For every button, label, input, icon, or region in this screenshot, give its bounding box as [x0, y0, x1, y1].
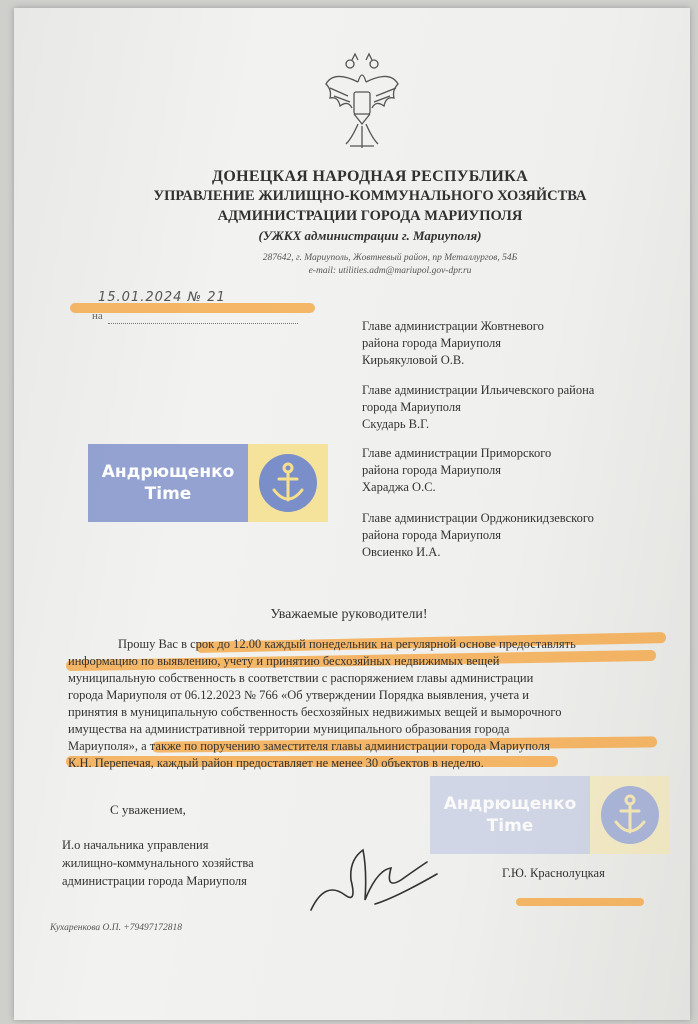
addressee-zhovtnevy	[362, 318, 662, 369]
administration-name: АДМИНИСТРАЦИИ ГОРОДА МАРИУПОЛЯ	[217, 208, 523, 224]
salutation: Уважаемые руководители!	[270, 607, 428, 622]
watermark-line: Time	[486, 816, 534, 836]
addressee-line: города Мариуполя	[362, 400, 461, 414]
anchor-icon	[599, 784, 661, 846]
addressee-line: Хараджа О.С.	[362, 480, 436, 494]
addressee-line: Скударь В.Г.	[362, 417, 430, 431]
executor-contact: Кухаренкова О.П. +79497172818	[50, 923, 183, 933]
addressee-ilyichevsky	[362, 382, 662, 433]
watermark-logo	[430, 776, 670, 854]
body-line: города Мариуполя от 06.12.2023 № 766 «Об утверждении Порядка выявления, учета и	[68, 688, 529, 702]
addressee-ordzhonikidzevsky	[362, 510, 662, 561]
closing-regards: С уважением,	[110, 802, 186, 817]
coat-of-arms-emblem	[322, 52, 402, 152]
addressee-line: района города Мариуполя	[362, 463, 501, 477]
addressee-line: Кирьякуловой О.В.	[362, 353, 465, 367]
signer-position-line: И.о начальника управления	[62, 838, 209, 852]
department-abbreviation: (УЖКХ администрации г. Мариуполя)	[258, 228, 482, 243]
addressee-line: Овсиенко И.А.	[362, 545, 441, 559]
handwritten-signature	[305, 840, 445, 920]
addressee-line: района города Мариуполя	[362, 528, 501, 542]
body-line: Мариуполя», а также по поручению заместителя главы администрации города Мариуполя	[68, 739, 550, 753]
postal-address: 287642, г. Мариуполь, Жовтневый район, пр Металлургов, 54Б	[262, 253, 518, 263]
date-and-number: 15.01.2024 № 21	[98, 290, 226, 305]
addressee-line: Главе администрации Жовтневого	[362, 319, 544, 333]
watermark-text	[430, 776, 590, 854]
body-line: принятия в муниципальную собственность бесхозяйных недвижимых вещей и выморочного	[68, 705, 562, 719]
department-name: УПРАВЛЕНИЕ ЖИЛИЩНО-КОММУНАЛЬНОГО ХОЗЯЙСТВА	[153, 188, 587, 204]
highlight-signer	[516, 898, 644, 906]
addressee-line: Главе администрации Ильичевского района	[362, 383, 595, 397]
watermark-text	[88, 444, 248, 522]
addressee-line: Главе администрации Орджоникидзевского	[362, 511, 594, 525]
body-line: имущества на административной территории муниципального образования города	[68, 722, 510, 736]
addressee-line: Главе администрации Приморского	[362, 446, 552, 460]
body-line: муниципальную собственность в соответствии с распоряжением главы администрации	[68, 671, 534, 685]
signer-position-line: администрации города Мариуполя	[62, 874, 247, 888]
signer-position-line: жилищно-коммунального хозяйства	[62, 856, 254, 870]
watermark-line: Андрющенко	[443, 794, 577, 814]
reference-line	[108, 323, 298, 324]
anchor-icon-box	[590, 776, 670, 854]
republic-name: ДОНЕЦКАЯ НАРОДНАЯ РЕСПУБЛИКА	[212, 168, 528, 185]
watermark-logo	[88, 444, 328, 522]
anchor-icon-box	[248, 444, 328, 522]
addressee-primorsky	[362, 445, 662, 496]
watermark-line: Андрющенко	[101, 462, 235, 482]
email-address: e-mail: utilities.adm@mariupol.gov-dpr.ru	[308, 266, 472, 276]
watermark-line: Time	[144, 484, 192, 504]
signer-name: Г.Ю. Краснолуцкая	[502, 866, 605, 880]
body-line: К.Н. Перепечая, каждый район предоставляет не менее 30 объектов в неделю.	[68, 756, 484, 770]
addressee-line: района города Мариуполя	[362, 336, 501, 350]
body-line: информацию по выявлению, учету и принятию бесхозяйных недвижимых вещей	[68, 654, 500, 668]
body-line: Прошу Вас в срок до 12.00 каждый понедельник на регулярной основе предоставлять	[118, 637, 576, 651]
reference-na-label: на	[92, 310, 103, 322]
anchor-icon	[257, 452, 319, 514]
